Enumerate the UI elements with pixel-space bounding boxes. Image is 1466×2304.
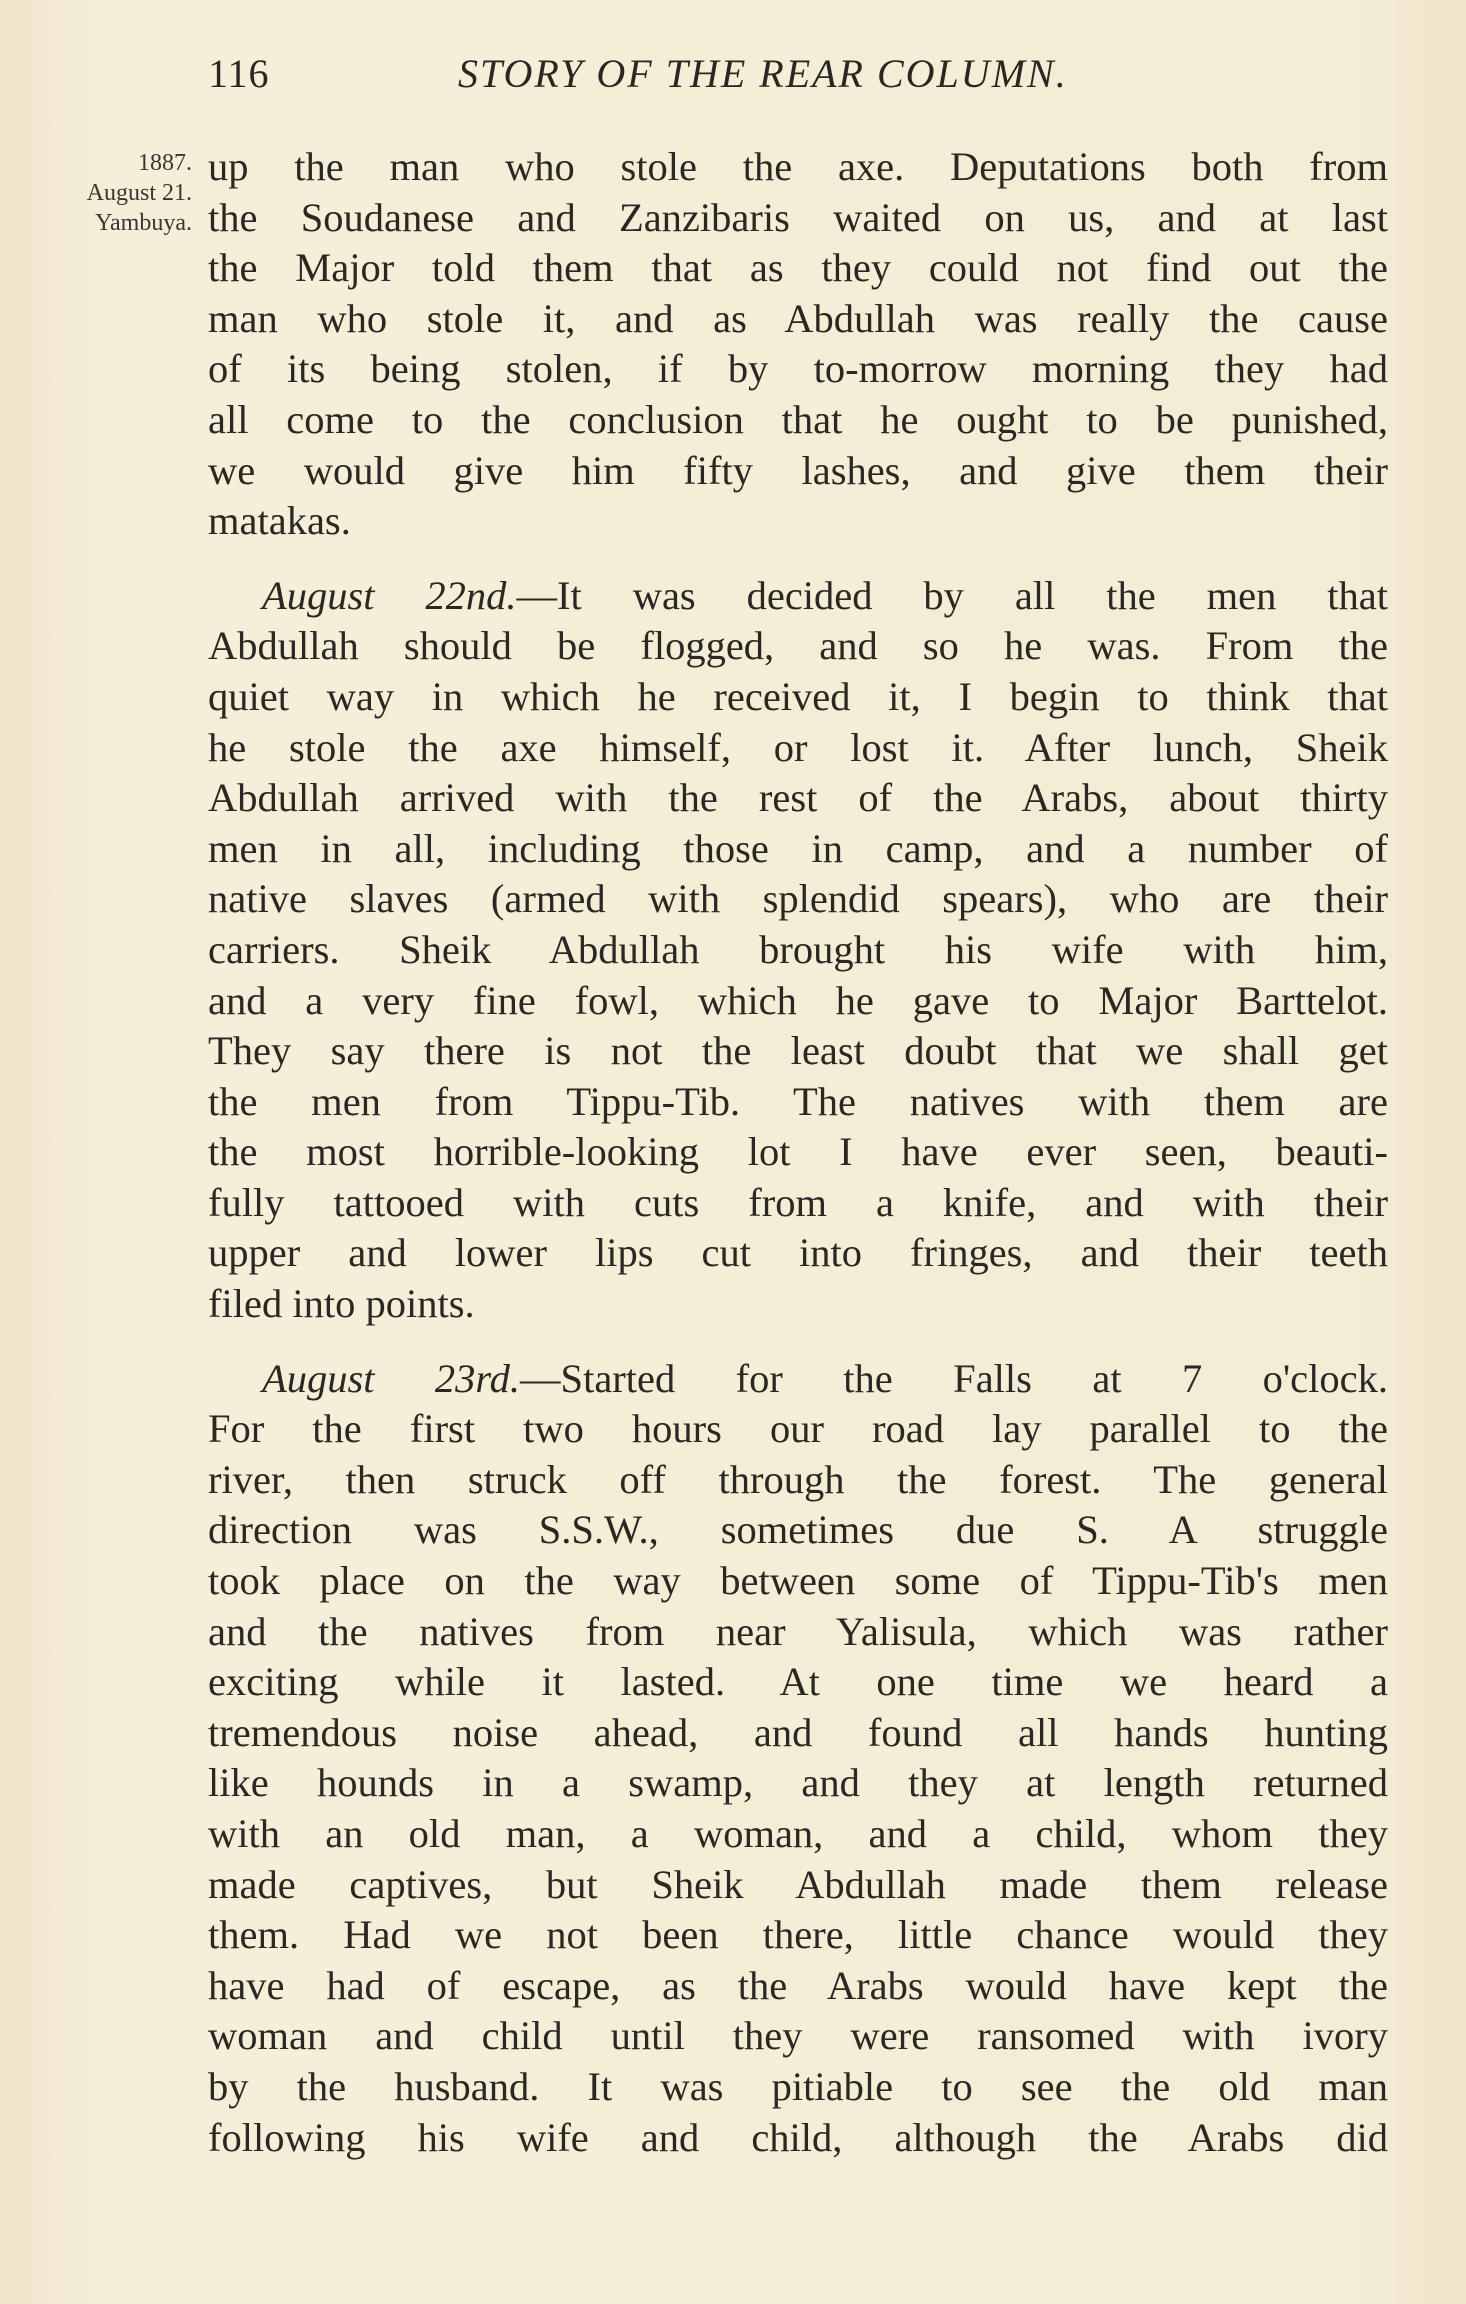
paragraph <box>208 1354 1388 2164</box>
margin-date: August 21. <box>86 180 192 206</box>
text-line: following his wife and child, although the Arabs did <box>208 2114 1388 2160</box>
text-line: Abdullah arrived with the rest of the Arabs, about thirty <box>208 775 1388 821</box>
text-line: the Major told them that as they could not find out the <box>208 245 1388 291</box>
text-line <box>208 1354 1388 1405</box>
text-line: the Soudanese and Zanzibaris waited on us, and at last <box>208 194 1388 240</box>
text-line: men in all, including those in camp, and a number of <box>208 825 1388 871</box>
text-line: took place on the way between some of Tippu-Tib's men <box>208 1558 1388 1604</box>
text-line: tremendous noise ahead, and found all hands hunting <box>208 1709 1388 1755</box>
text-line: he stole the axe himself, or lost it. After lunch, Sheik <box>208 724 1388 770</box>
text-line: river, then struck off through the forest. The general <box>208 1456 1388 1502</box>
margin-place: Yambuya. <box>95 210 192 236</box>
paragraph <box>208 571 1388 1330</box>
text-line: and a very fine fowl, which he gave to Major Barttelot. <box>208 977 1388 1023</box>
text-line: and the natives from near Yalisula, which was rather <box>208 1608 1388 1654</box>
text-line: Abdullah should be flogged, and so he was. From the <box>208 623 1388 669</box>
text-line: made captives, but Sheik Abdullah made them release <box>208 1861 1388 1907</box>
entry-text: —Started for the Falls at 7 o'clock. <box>520 1355 1388 1401</box>
body-text <box>208 142 1388 2163</box>
text-line: have had of escape, as the Arabs would have kept the <box>208 1962 1388 2008</box>
text-line: we would give him fifty lashes, and give them their <box>208 447 1388 493</box>
text-line: They say there is not the least doubt that we shall get <box>208 1028 1388 1074</box>
text-line: them. Had we not been there, little chance would they <box>208 1912 1388 1958</box>
paragraph <box>208 142 1388 547</box>
text-line: fully tattooed with cuts from a knife, and with their <box>208 1179 1388 1225</box>
text-line: For the first two hours our road lay parallel to the <box>208 1406 1388 1452</box>
text-line: the most horrible-looking lot I have ever seen, beauti- <box>208 1129 1388 1175</box>
running-head <box>208 46 1388 106</box>
text-line: exciting while it lasted. At one time we heard a <box>208 1659 1388 1705</box>
margin-note <box>22 148 192 238</box>
entry-date: August 22nd. <box>262 572 517 618</box>
text-line: quiet way in which he received it, I begin to think that <box>208 673 1388 719</box>
text-line: direction was S.S.W., sometimes due S. A struggle <box>208 1507 1388 1553</box>
running-title: STORY OF THE REAR COLUMN. <box>458 51 1068 96</box>
text-line: carriers. Sheik Abdullah brought his wife with him, <box>208 926 1388 972</box>
entry-date: August 23rd. <box>262 1355 521 1401</box>
text-line: the men from Tippu-Tib. The natives with them are <box>208 1078 1388 1124</box>
text-line: like hounds in a swamp, and they at length returned <box>208 1760 1388 1806</box>
text-line: by the husband. It was pitiable to see the old man <box>208 2063 1388 2109</box>
entry-text: —It was decided by all the men that <box>516 572 1388 618</box>
text-line: of its being stolen, if by to-morrow morning they had <box>208 346 1388 392</box>
text-line: man who stole it, and as Abdullah was really the cause <box>208 295 1388 341</box>
text-line: upper and lower lips cut into fringes, and their teeth <box>208 1230 1388 1276</box>
text-line: with an old man, a woman, and a child, whom they <box>208 1811 1388 1856</box>
text-line: native slaves (armed with splendid spears), who are their <box>208 876 1388 922</box>
text-line <box>208 571 1388 622</box>
page-number: 116 <box>208 51 270 96</box>
margin-year: 1887. <box>138 150 192 176</box>
text-line: filed into points. <box>208 1281 475 1327</box>
text-line: woman and child until they were ransomed with ivory <box>208 2013 1388 2059</box>
text-line: matakas. <box>208 498 351 544</box>
text-line: all come to the conclusion that he ought to be punished, <box>208 396 1388 442</box>
text-line: up the man who stole the axe. Deputations both from <box>208 144 1388 189</box>
